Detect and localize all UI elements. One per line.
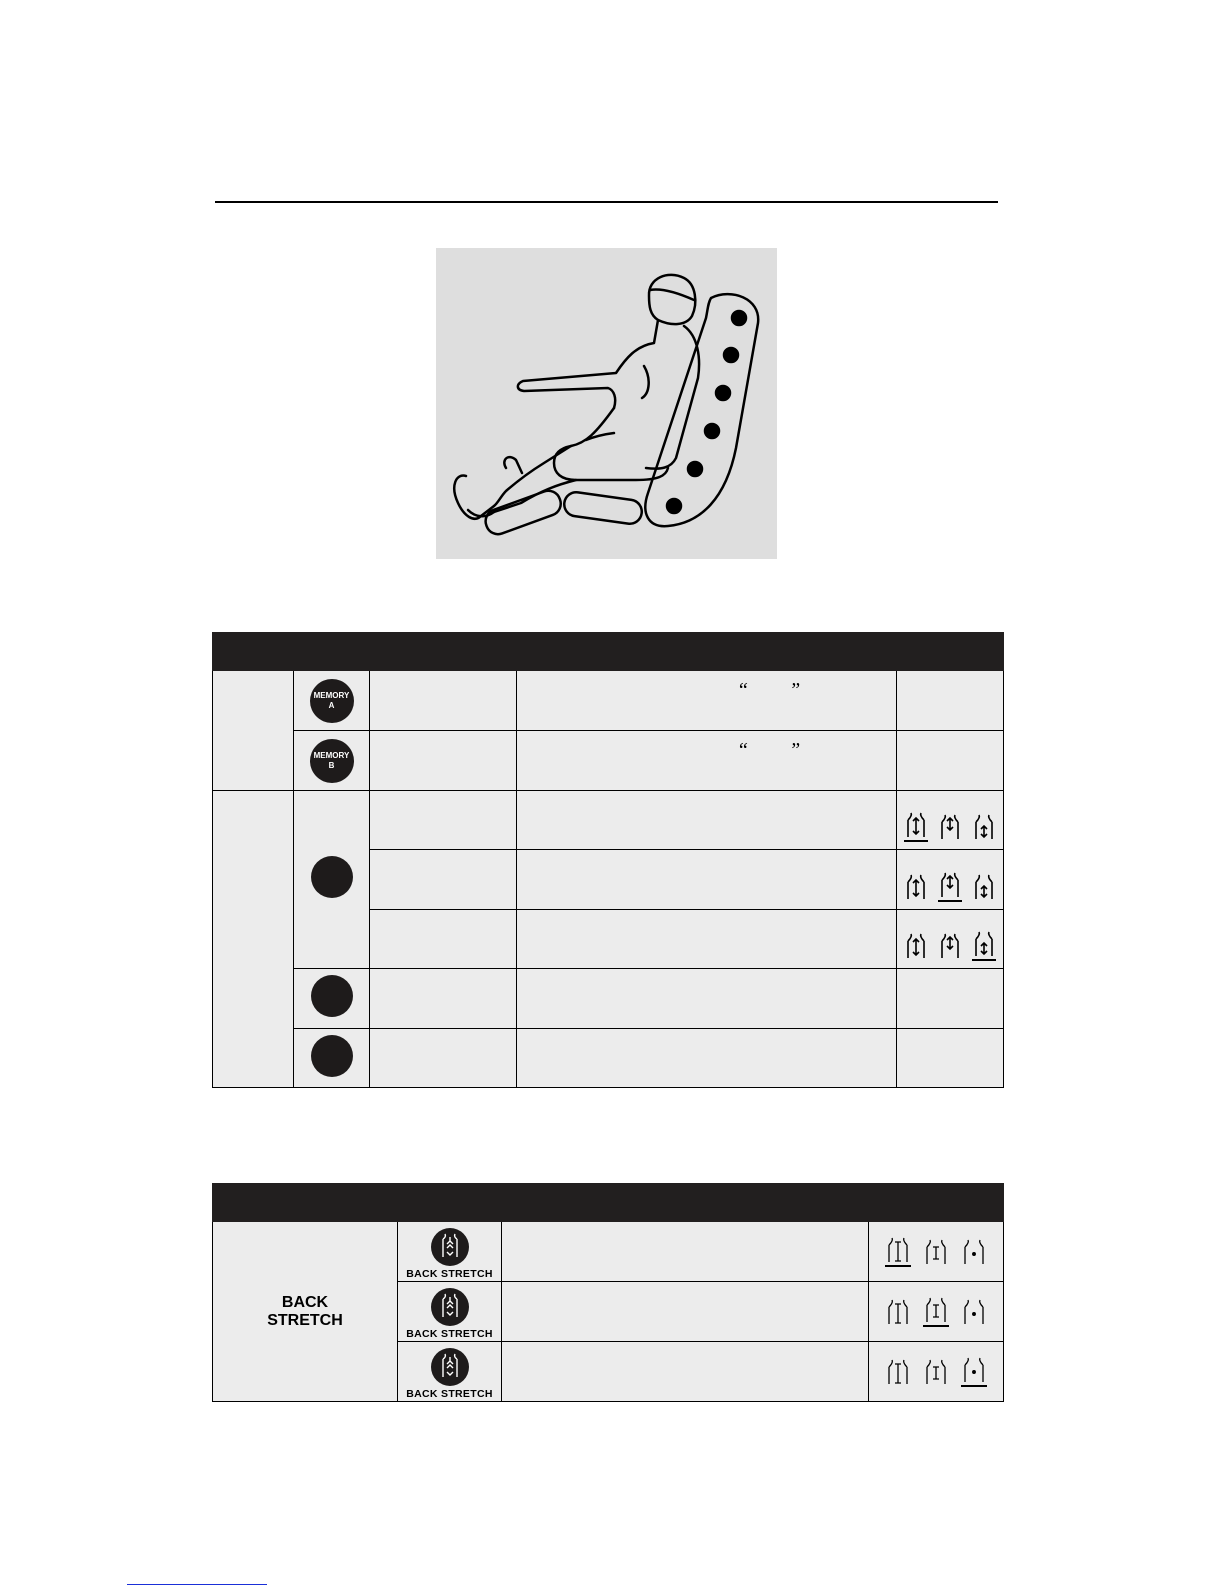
- empty-cell: [897, 731, 1004, 791]
- memory-b-label: MEMORY: [313, 750, 350, 760]
- full-range-icon: [904, 933, 928, 961]
- back-stretch-button[interactable]: [398, 1344, 501, 1400]
- table-header: [213, 1184, 1004, 1222]
- massage-chair-illustration: [436, 248, 777, 559]
- stretch-medium-icon: [923, 1297, 949, 1327]
- empty-cell: [517, 1029, 897, 1088]
- back-stretch-button-label: BACK STRETCH: [406, 1387, 493, 1400]
- lower-body-icon: [972, 874, 996, 902]
- table-header: [213, 633, 1004, 671]
- memory-b-button[interactable]: [310, 739, 354, 783]
- table-row: [213, 969, 1004, 1029]
- table-row: [213, 671, 1004, 731]
- stretch-point-icon: [961, 1239, 987, 1267]
- position-icons: [897, 798, 1003, 842]
- stretch-label-line2: STRETCH: [267, 1311, 343, 1329]
- upper-body-icon: [938, 872, 962, 902]
- stretch-long-icon: [885, 1299, 911, 1327]
- empty-cell: [213, 791, 294, 1088]
- stretch-long-icon: [885, 1359, 911, 1387]
- top-rule: [215, 201, 998, 203]
- stretch-medium-icon: [923, 1239, 949, 1267]
- memory-position-table: [212, 632, 1004, 1088]
- stretch-long-icon: [885, 1237, 911, 1267]
- empty-cell: [370, 969, 517, 1029]
- table-row: [213, 1222, 1004, 1282]
- memory-a-button[interactable]: [310, 679, 354, 723]
- round-button[interactable]: [311, 1035, 353, 1077]
- back-stretch-icon: [431, 1348, 469, 1386]
- back-stretch-label: [213, 1222, 398, 1402]
- back-stretch-button[interactable]: [398, 1284, 501, 1340]
- stretch-medium-icon: [923, 1359, 949, 1387]
- empty-cell: [517, 791, 897, 850]
- empty-cell: [213, 671, 294, 791]
- table-row: [213, 731, 1004, 791]
- empty-cell: [370, 910, 517, 969]
- stretch-label-line1: BACK: [281, 1293, 329, 1311]
- position-icons: [897, 858, 1003, 902]
- empty-cell: [502, 1282, 869, 1342]
- stretch-point-icon: [961, 1357, 987, 1387]
- back-stretch-button-label: BACK STRETCH: [406, 1327, 493, 1340]
- upper-body-icon: [938, 814, 962, 842]
- empty-cell: [370, 1029, 517, 1088]
- memory-a-label: MEMORY: [313, 690, 350, 700]
- empty-cell: [502, 1222, 869, 1282]
- empty-cell: [897, 969, 1004, 1029]
- back-stretch-icon: [431, 1228, 469, 1266]
- quote-marks: “ ”: [737, 679, 819, 701]
- upper-body-icon: [938, 933, 962, 961]
- stretch-point-icon: [961, 1299, 987, 1327]
- empty-cell: [517, 910, 897, 969]
- empty-cell: [370, 731, 517, 791]
- stretch-level-icons: [869, 1237, 1003, 1267]
- back-stretch-button[interactable]: [398, 1224, 501, 1280]
- position-button[interactable]: [311, 856, 353, 898]
- lower-body-icon: [972, 814, 996, 842]
- full-range-icon: [904, 874, 928, 902]
- back-stretch-table: [212, 1183, 1004, 1402]
- memory-a-letter: A: [328, 700, 335, 710]
- empty-cell: [370, 791, 517, 850]
- position-icons: [897, 917, 1003, 961]
- empty-cell: [370, 850, 517, 910]
- table-row: [213, 791, 1004, 850]
- empty-cell: [517, 969, 897, 1029]
- back-stretch-button-label: BACK STRETCH: [406, 1267, 493, 1280]
- table-row: [213, 1029, 1004, 1088]
- memory-b-letter: B: [328, 760, 335, 770]
- lower-body-icon: [972, 931, 996, 961]
- empty-cell: [370, 671, 517, 731]
- empty-cell: [502, 1342, 869, 1402]
- stretch-level-icons: [869, 1297, 1003, 1327]
- round-button[interactable]: [311, 975, 353, 1017]
- empty-cell: [897, 1029, 1004, 1088]
- quote-marks: “ ”: [737, 739, 819, 761]
- stretch-level-icons: [869, 1357, 1003, 1387]
- full-range-icon: [904, 812, 928, 842]
- back-stretch-icon: [431, 1288, 469, 1326]
- empty-cell: [517, 850, 897, 910]
- empty-cell: [897, 671, 1004, 731]
